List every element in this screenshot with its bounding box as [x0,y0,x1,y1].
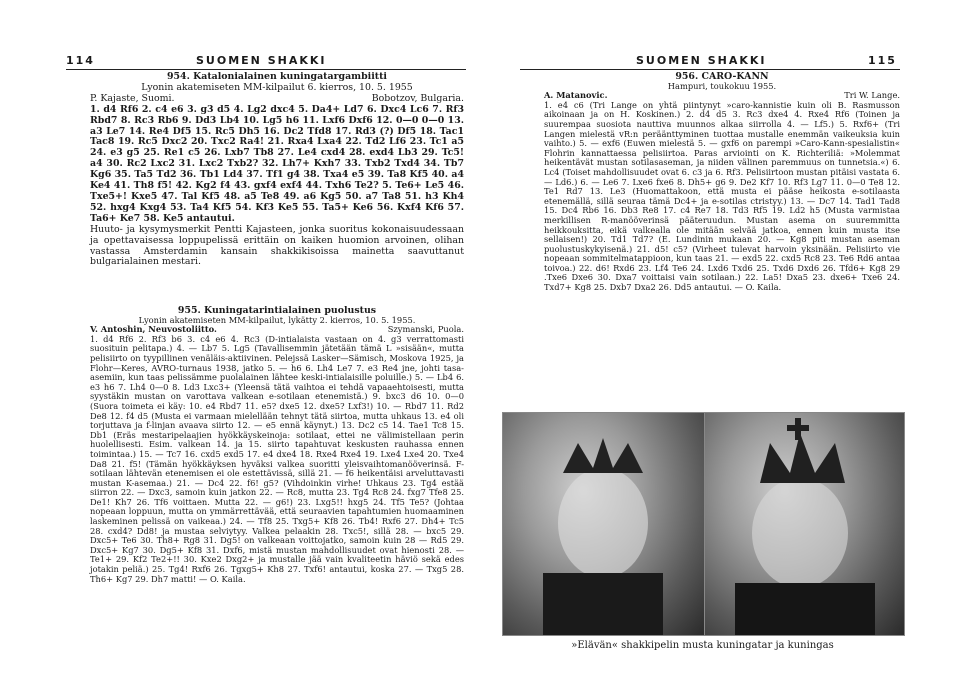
game-954-event: Lyonin akatemiseten MM-kilpailut 6. kierros, 10. 5. 1955 [141,81,413,93]
game-956-event: Hampuri, toukokuu 1955. [667,80,777,91]
running-header-left: SUOMEN SHAKKI [196,54,327,67]
right-page [480,0,960,694]
game-954-black: Bobotzov, Bulgaria. [371,92,464,104]
page-number-left: 114 [66,54,95,67]
photo-black-queen [502,412,705,636]
game-954-moves: 1. d4 Rf6 2. c4 e6 3. g3 d5 4. Lg2 dxc4 5. Da4+ Ld7 6. Dxc4 Lc6 7. Rf3 Rbd7 8. Rc3 Rb6 9. Dd3 Lb4 10. Lg5 h6 11. Lxf6 Dxf6 12. 0—0 0—0 13. a3 Le7 14. Re4 Df5 15. Rc5 Dh5 16. Dc2 Tfd8 17. Rd3 (?) Df5 18. Tac1 Tac8 19. Rc5 Dxc2 20. Txc2 Ra4! 21. Rxa4 Lxa4 22. Td2 Lf6 23. Tc1 a5 24. e3 g5 25. Re1 c5 26. Lxb7 Tb8 27. Le4 cxd4 28. exd4 Lb3 29. Tc5! a4 30. Rc2 Lxc2 31. Lxc2 Txb2? 32. Lh7+ Kxh7 33. Txb2 Txd4 34. Tb7 Kg6 35. Ta5 Td2 36. Tb1 Ld4 37. Tf1 g4 38. Txa4 e5 39. Ta8 Kf5 40. a4 Ke4 41. Th8 f5! 42. Kg2 f4 43. gxf4 exf4 44. Txh6 Te2? 5. Te6+ Le5 46. Txe5+! Kxe5 47. Tal Kf5 48. a5 Te8 49. a6 Kg5 50. a7 Ta8 51. h3 Kh4 52. hxg4 Kxg4 53. Ta4 Kf5 54. Kf3 Ke5 55. Ta5+ Ke6 56. Kxf4 Kf6 57. Ta6+ Ke7 58. Ke5 antautui. [90,103,464,224]
game-956 [544,72,900,293]
queen-figure-illustration [503,413,704,635]
game-956-title: 956. CARO-KANN [675,71,769,82]
page-number-right: 115 [868,54,897,67]
game-954-white: P. Kajaste, Suomi. [90,92,175,104]
game-954 [90,72,464,268]
running-header-right: SUOMEN SHAKKI [636,54,767,67]
game-955-title: 955. Kuningatarintialainen puolustus [177,305,377,316]
game-955-event: Lyonin akatemiseten MM-kilpailut, lykätty 2. kierros, 10. 5. 1955. [138,314,416,325]
king-figure-illustration [705,413,904,635]
header-rule-right [520,69,900,70]
game-954-title: 954. Katalonialainen kuningatargambiitti [167,71,387,82]
game-956-white: A. Matanovic. [544,90,608,101]
game-955 [90,306,464,584]
game-955-white: V. Antoshin, Neuvostoliitto. [90,324,217,335]
photo-black-king [704,412,905,636]
game-955-black: Szymanski, Puola. [387,324,464,335]
game-956-black: Tri W. Lange. [844,90,900,101]
game-955-text: 1. d4 Rf6 2. Rf3 b6 3. c4 e6 4. Rc3 (D-intialaista vastaan on 4. g3 verrattomasti suosituin pelitapa.) 4. — Lb7 5. Lg5 (Tavallisemmin jätetään tämä L »sisään«, mutta pelisiirto on tyypillinen venäläis-aktiivinen. Pelejssä Lasker—Sämisch, Moskova 1925, ja Flohr—Keres, AVRO-turnaus 1938, jatko 5. — h6 6. Lh4 Le7 7. e3 Re4 jne, johti tasa-asemiin, kun taas pelissämme puolalainen lähtee keski-intialaisille poluille.) 5. — Lb4 6. e3 h6 7. Lh4 0—0 8. Ld3 Lxc3+ (Yleensä tätä vaihtoa ei tehdä vapaaehtoisesti, mutta syystäkin mustan on varottava valkean e-sotilaan etenemistä.) 9. bxc3 d6 10. 0—0 (Suora toimeta ei käy: 10. e4 Rbd7 11. e5? dxe5 12. dxe5? Lxf3!) 10. — Rbd7 11. Rd2 De8 12. f4 d5 (Musta ei varmaan mielellään tehnyt tätä siirtoa, mutta uhkaus 13. e4 oli torjuttava ja f-linjan avaava siirto 12. — e5 ennä käynyt.) 13. Dc2 c5 14. Tae1 Tc8 15. Db1 (Eräs mestaripelaajien hyökkäyskeinoja: sotilaat, ettei ne välimistellaan perin huolellisesti. Esim. valkean 14. ja 15. siirto tapahtuvat keskusten rauhassa ennen toimintaa.) 15. — Tc7 16. cxd5 exd5 17. e4 dxe4 18. Rxe4 Rxe4 19. Lxe4 Lxe4 20. Txe4 Da8 21. f5! (Tämän hyökkäyksen hyväksi valkea suoritti yleisvaihtomanööverinsä. F-sotilaan lähtevän etenemisen ei ole estettävissä, sillä 21. — f6 heikentäisi arveluttavasti mustan K-asemaa.) 21. — Dc4 22. f6! g5? (Vihdoinkin virhe! Uhkaus 23. Tg4 estää siirron 22. — Dxc3, samoin kuin jatkon 22. — Rc8, mutta 23. Tg4 Rc8 24. fxg7 Tfe8 25. De1! Kh7 26. Tf6 voittaen. Mutta 22. — g6!) 23. Lxg5!! hxg5 24. Tf5 Te5? (Johtaa nopeaan loppuun, mutta on ymmärrettävää, että seuraavien tapahtumien huomaaminen laskeminen pelissä on vaikeaa.) 24. — Tf8 25. Txg5+ Kf8 26. Tb4! Rxf6 27. Dh4+ Tc5 28. cxd4? Dd8! ja mustaa selviytyy. Valkea pelaakin 28. Txc5!, sillä 28. — bxc5 29. Dxc5+ Te6 30. Th8+ Rg8 31. Dg5! on valkeaan voittojatko, samoin kuin 28 — Rd5 29. Dxc5+ Kg7 30. Dg5+ Kf8 31. Dxf6, mistä mustan mahdollisuudet ovat hienosti 28. — Te1+ 29. Kf2 Te2+!! 30. Kxe2 Dxg2+ ja mustalle jää vain kvaliteetin häviö sekä edes jotakin peliä.) 25. Tg4! Rxf6 26. Tgxg5+ Kh8 27. Txf6! antautui, koska 27. — Txg5 28. Th6+ Kg7 29. Dh7 matti! — O. Kaila. [90,333,464,584]
game-954-comment: Huuto- ja kysymysmerkit Pentti Kajasteen, jonka suoritus kokonaisuudessaan ja opettavaisessa loppupelissä erittäin on kaiken huomion arvoinen, olihan vastassa Amsterdamin kansain shakkikisoissa mainetta saavuttanut bulgarialainen mestari. [90,223,464,268]
photo-caption: »Elävän« shakkipelin musta kuningatar ja kuningas [571,640,834,651]
game-956-text: 1. e4 c6 (Tri Lange on yhtä piintynyt »caro-kannistie kuin oli B. Rasmusson aikoinaan ja on H. Koskinen.) 2. d4 d5 3. Rc3 dxe4 4. Rxe4 Rf6 (Toinen ja suurempaa suosiota nauttiva muunnos alkaa siirrolla 4. — Lf5.) 5. Rxf6+ (Tri Langen mielestä vR:n peräänttyminen tuottaa mustalle enemmän vaikeuksia kuin vaihto.) 5. — exf6 (Euwen mielestä 5. — gxf6 on parempi »Caro-Kann-spesialistin« Flohrin kannattaessa pelisiirtoa. Paras arviointi on K. Richteriliä: »Molemmat heikentävät mustan sotilasaseman, ja niiden välinen paremmuus on tunnetsia.«) 6. Lc4 (Toiset mahdollisuudet ovat 6. c3 ja 6. Rf3. Pelisiirtoon mustan pitäisi vastata 6. — Ld6.) 6. — Le6 7. Lxe6 fxe6 8. Dh5+ g6 9. De2 Kf7 10. Rf3 Lg7 11. 0—0 Te8 12. Te1 Rd7 13. Le3 (Huomattakoon, että musta ei pääse heikosta e-sotilaasta etenemällä, sillä seuraa tämä Dc4+ ja e-sotilas ctristyy.) 13. — Dc7 14. Tad1 Tad8 15. Dc4 Rb6 16. Db3 Re8 17. c4 Re7 18. Td3 Rf5 19. Ld2 h5 (Musta varmistaa merkillisen R-manööverinsä pääteruudun. Mustan asema on suuremmitta heikkouksitta, eikä valkealla ole mitään selvää jatkoa, ennen kuin musta itse sellaisen!) 20. Td1 Td7? (E. Lundinin mukaan 20. — Kg8 piti mustan aseman puolustuskykyisenä.) 21. d5! c5? (Virheet tulevat harvoin yksinään. Pelisiirto vie nopeaan sommitelmatappioon, kun taas 21. — exd5 22. cxd5 Rc8 23. Te6 Rd6 antaa toivoa.) 22. d6! Rxd6 23. Lf4 Te6 24. Lxd6 Txd6 25. Txd6 Dxd6 26. Tfd6+ Kg8 29 .Txe6 Dxe6 30. Dxa7 voittaisi vain sotilaan.) 22. La5! Dxa5 23. dxe6+ Txe6 24. Txd7+ Kg8 25. Dxb7 Dxa2 26. Dd5 antautui. — O. Kaila. [544,99,900,293]
header-rule-left [66,69,466,70]
